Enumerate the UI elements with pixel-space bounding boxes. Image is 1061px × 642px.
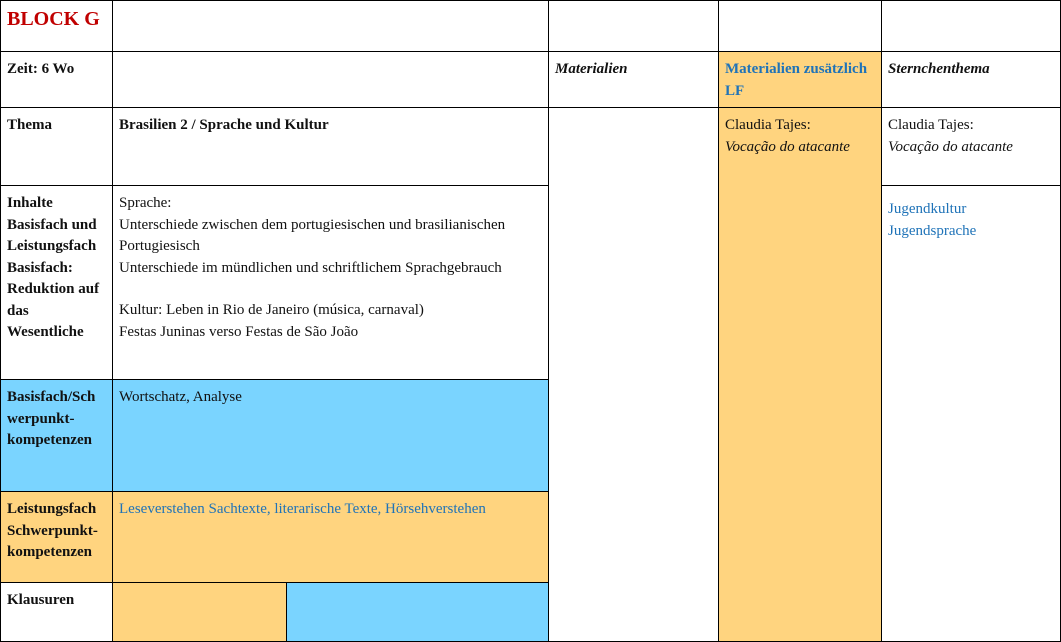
zeit-cell xyxy=(0,51,113,108)
materialien-lf-header xyxy=(718,51,882,108)
materialien-column xyxy=(548,107,719,642)
inhalte-label-line: Basisfach und xyxy=(7,216,97,233)
inhalte-line: Unterschiede im mündlichen und schriftlichem Sprachgebrauch xyxy=(119,259,502,276)
inhalte-spacer xyxy=(119,279,542,300)
block-title: BLOCK G xyxy=(7,8,100,30)
header-empty-cell xyxy=(112,0,549,52)
lf-title: Vocação do atacante xyxy=(725,138,850,155)
leistungsfach-label-cell xyxy=(0,491,113,583)
basisfach-label-line: Basisfach/Sch xyxy=(7,389,96,405)
zeit-value-cell xyxy=(112,51,549,108)
basisfach-label-line: kompetenzen xyxy=(7,432,92,448)
inhalte-label-line: Basisfach: xyxy=(7,259,73,276)
leistungsfach-label-line: Leistungsfach xyxy=(7,501,97,517)
inhalte-festas: Festas Juninas verso Festas de São João xyxy=(119,323,359,340)
leistungsfach-label-line: Schwerpunkt- xyxy=(7,522,98,539)
materialien-lf-column xyxy=(718,107,882,642)
leistungsfach-value: Leseverstehen Sachtexte, literarische Texte, Hörsehverstehen xyxy=(119,501,486,517)
inhalte-label-line: Inhalte xyxy=(7,195,53,211)
inhalte-label-cell xyxy=(0,185,113,380)
inhalte-label-line: Reduktion auf xyxy=(7,281,100,297)
basisfach-label-cell xyxy=(0,379,113,492)
header-empty-cell xyxy=(881,0,1061,52)
materialien-header xyxy=(548,51,719,108)
header-empty-cell xyxy=(548,0,719,52)
leistungsfach-value-cell xyxy=(112,491,549,583)
klausuren-lf-cell xyxy=(112,582,287,642)
lf-author: Claudia Tajes: xyxy=(725,117,811,133)
stern-column xyxy=(881,185,1061,642)
thema-label-cell xyxy=(0,107,113,186)
basisfach-value-cell xyxy=(112,379,549,492)
inhalte-line: Portugiesisch xyxy=(119,238,200,254)
stern-item: Jugendsprache xyxy=(888,222,977,239)
thema-value-cell xyxy=(112,107,549,186)
sternchenthema-label: Sternchenthema xyxy=(888,61,990,77)
thema-stern-cell xyxy=(881,107,1061,186)
thema-value: Brasilien 2 / Sprache und Kultur xyxy=(119,117,329,133)
leistungsfach-label-line: kompetenzen xyxy=(7,544,92,560)
inhalte-line: Unterschiede zwischen dem portugiesischen und brasilianischen xyxy=(119,216,506,233)
stern-title: Vocação do atacante xyxy=(888,138,1013,155)
header-empty-cell xyxy=(718,0,882,52)
materialien-label: Materialien xyxy=(555,61,628,77)
basisfach-label-line: werpunkt- xyxy=(7,410,75,427)
sternchenthema-header xyxy=(881,51,1061,108)
inhalte-kultur: Kultur: Leben in Rio de Janeiro (música, carnaval) xyxy=(119,302,424,318)
inhalte-sprache: Sprache: xyxy=(119,195,172,211)
stern-item: Jugendkultur xyxy=(888,201,967,217)
inhalte-label-line: das xyxy=(7,302,29,319)
block-title-cell xyxy=(0,0,113,52)
klausuren-bf-cell xyxy=(286,582,549,642)
stern-author: Claudia Tajes: xyxy=(888,117,974,133)
klausuren-label-cell xyxy=(0,582,113,642)
klausuren-label: Klausuren xyxy=(7,592,75,608)
materialien-lf-label: Materialien zusätzlich LF xyxy=(725,61,868,99)
inhalte-value-cell xyxy=(112,185,549,380)
zeit-label: Zeit: 6 Wo xyxy=(7,61,75,77)
thema-label: Thema xyxy=(7,117,52,133)
inhalte-label-line: Leistungsfach xyxy=(7,238,97,254)
inhalte-label-line: Wesentliche xyxy=(7,324,84,340)
basisfach-value: Wortschatz, Analyse xyxy=(119,389,242,405)
